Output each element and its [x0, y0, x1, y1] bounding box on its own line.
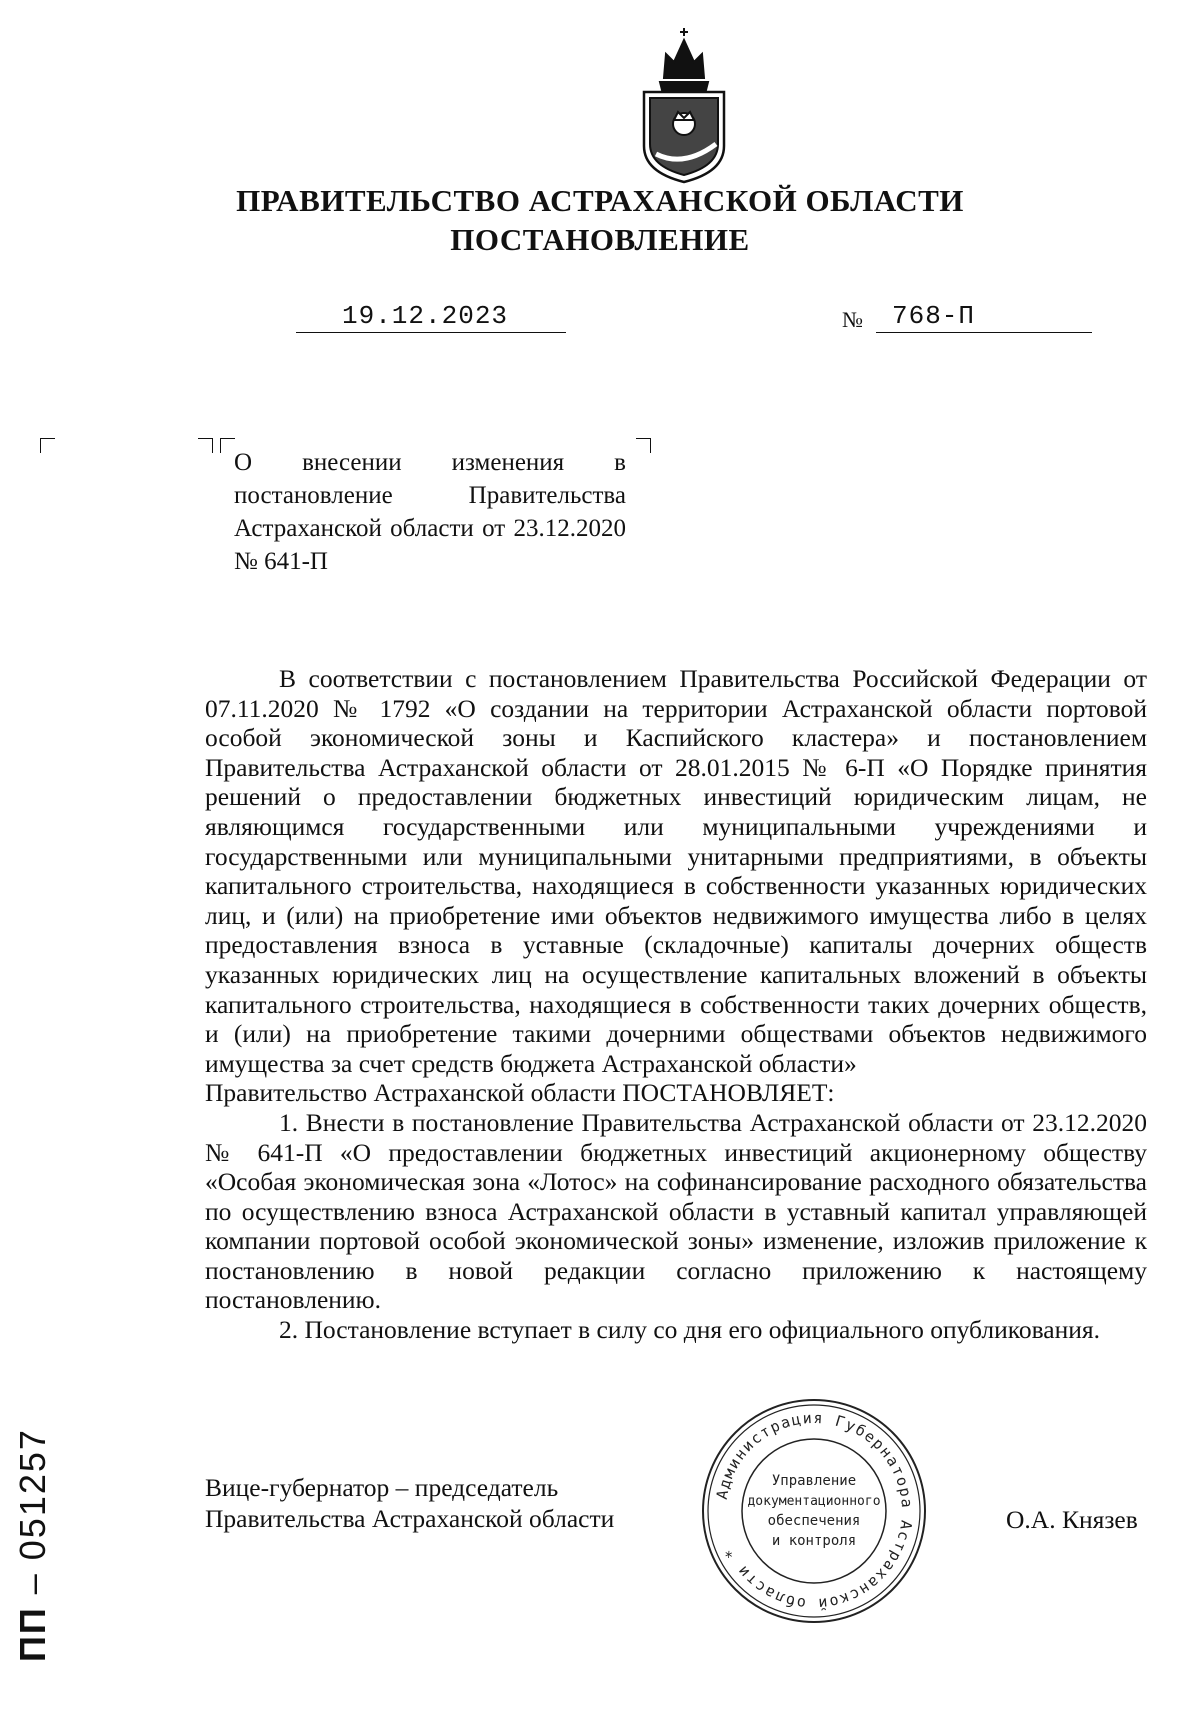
side-serial-number: [12, 1402, 62, 1662]
stamp-outer-text: Администрация Губернатора Астраханской области *: [712, 1408, 917, 1614]
stamp-inner-line-4: и контроля: [771, 1533, 857, 1549]
serial-number: – 051257: [12, 1428, 53, 1595]
document-type-title: ПОСТАНОВЛЕНИЕ: [450, 222, 750, 257]
document-body: [205, 664, 1147, 1345]
signatory-position: [205, 1472, 614, 1534]
document-number: 768-П: [892, 301, 976, 331]
stamp-inner-line-3: обеспечения: [767, 1513, 861, 1529]
corner-mark-subject-2: [220, 438, 235, 453]
coat-of-arms-icon: [636, 26, 732, 186]
serial-series: ПП: [12, 1606, 53, 1662]
corner-mark-left: [40, 438, 55, 453]
signatory-position-line-1: Вице-губернатор – председатель: [205, 1473, 559, 1502]
official-stamp: [700, 1397, 928, 1625]
number-sign: №: [842, 307, 863, 332]
resolution-line: Правительство Астраханской области ПОСТАНОВЛЯЕТ:: [205, 1078, 835, 1108]
signatory-position-line-2: Правительства Астраханской области: [205, 1504, 615, 1533]
stamp-inner-line-2: документационного: [747, 1494, 881, 1509]
document-subject: О внесении изменения в постановление Правительства Астраханской области от 23.12.2020 № 641-П: [234, 449, 626, 575]
item-2-paragraph: 2. Постановление вступает в силу со дня его официального опубликования.: [279, 1315, 1100, 1345]
corner-mark-subject-1: [198, 438, 213, 453]
document-date: 19.12.2023: [342, 301, 509, 331]
signatory-name: О.А. Князев: [1006, 1505, 1138, 1534]
preamble-paragraph: В соответствии с постановлением Правительства Российской Федерации от 07.11.2020 № 1792 «О создании на территории Астраханской области портовой особой экономической зоны и Каспийского кластера» и постановлением Правительства Астраханской области от 28.01.2015 № 6-П «О Порядке принятия решений о предоставлении бюджетных инвестиций юридическим лицам, не являющимся государственными или муниципальными учреждениями и государственными или муниципальными унитарными предприятиями, в объекты капитального строительства, находящиеся в собственности указанных юридических лиц, и (или) на приобретение ими объектов недвижимого имущества либо в целях предоставления взноса в уставные (складочные) капиталы дочерних обществ указанных юридических лиц на осуществление капитальных вложений в объекты капитального строительства, находящиеся в собственности таких дочерних обществ, и (или) на приобретение такими дочерними обществами объектов недвижимого имущества за счет средств бюджета Астраханской области»: [205, 664, 1147, 1078]
item-1-paragraph: 1. Внести в постановление Правительства Астраханской области от 23.12.2020 № 641-П «О предоставлении бюджетных инвестиций акционерному обществу «Особая экономическая зона «Лотос» на софинансирование расходного обязательства по осуществлению взноса Астраханской области в уставный капитал управляющей компании портовой особой экономической зоны» изменение, изложив приложение к постановлению в новой редакции согласно приложению к настоящему постановлению.: [205, 1107, 1147, 1315]
corner-mark-subject-3: [636, 438, 651, 453]
government-title: ПРАВИТЕЛЬСТВО АСТРАХАНСКОЙ ОБЛАСТИ: [236, 183, 964, 218]
stamp-inner-line-1: Управление: [771, 1473, 857, 1489]
